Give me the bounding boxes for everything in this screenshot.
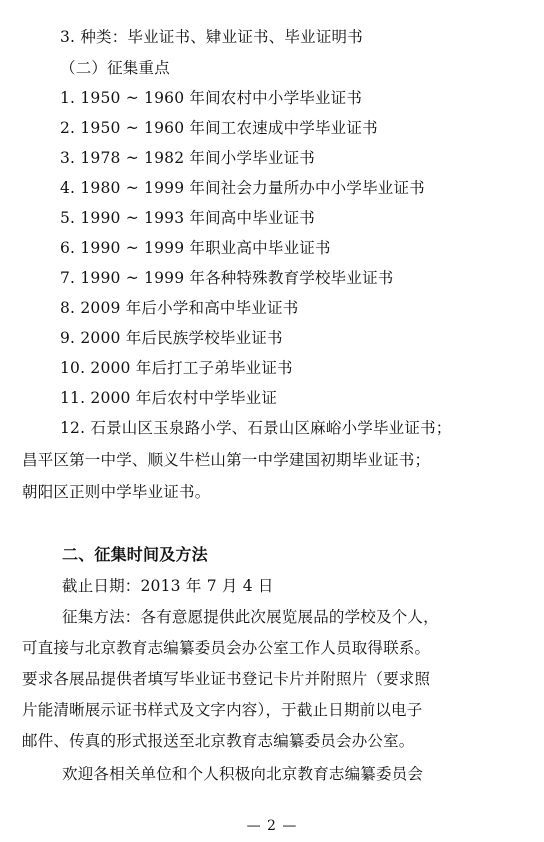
list-item: 12. 石景山区玉泉路小学、石景山区麻峪小学毕业证书； bbox=[60, 419, 452, 437]
page-number: — 2 — bbox=[246, 818, 298, 834]
list-item: 4. 1980 ~ 1999 年间社会力量所办中小学毕业证书 bbox=[60, 179, 425, 197]
list-item: 8. 2009 年后小学和高中毕业证书 bbox=[60, 299, 299, 317]
list-item: 3. 1978 ~ 1982 年间小学毕业证书 bbox=[60, 149, 315, 167]
list-item: 1. 1950 ~ 1960 年间农村中小学毕业证书 bbox=[60, 89, 363, 107]
list-item: 5. 1990 ~ 1993 年间高中毕业证书 bbox=[60, 209, 315, 227]
list-item-continuation: 朝阳区正则中学毕业证书。 bbox=[22, 483, 211, 501]
deadline-text: 截止日期：2013 年 7 月 4 日 bbox=[62, 577, 274, 595]
list-item: 9. 2000 年后民族学校毕业证书 bbox=[60, 329, 283, 347]
paragraph-line: 要求各展品提供者填写毕业证书登记卡片并附照片（要求照 bbox=[22, 670, 431, 688]
list-item: 11. 2000 年后农村中学毕业证 bbox=[60, 389, 278, 407]
paragraph-line: 征集方法：各有意愿提供此次展览展品的学校及个人， bbox=[62, 608, 439, 626]
list-item-continuation: 昌平区第一中学、顺义牛栏山第一中学建国初期毕业证书； bbox=[22, 451, 431, 469]
paragraph-line: 邮件、传真的形式报送至北京教育志编纂委员会办公室。 bbox=[22, 732, 415, 750]
list-item: 10. 2000 年后打工子弟毕业证书 bbox=[60, 359, 293, 377]
paragraph-line: 欢迎各相关单位和个人积极向北京教育志编纂委员会 bbox=[62, 765, 424, 783]
paragraph-line: 片能清晰展示证书样式及文字内容），于截止日期前以电子 bbox=[22, 701, 423, 719]
list-item: 6. 1990 ~ 1999 年职业高中毕业证书 bbox=[60, 239, 331, 257]
list-item: 7. 1990 ~ 1999 年各种特殊教育学校毕业证书 bbox=[60, 269, 394, 287]
section-subheading: （二）征集重点 bbox=[60, 59, 170, 77]
section-heading: 二、征集时间及方法 bbox=[62, 545, 208, 564]
text-line: 3. 种类：毕业证书、肄业证书、毕业证明书 bbox=[60, 28, 363, 46]
list-item: 2. 1950 ~ 1960 年间工农速成中学毕业证书 bbox=[60, 119, 378, 137]
paragraph-line: 可直接与北京教育志编纂委员会办公室工作人员取得联系。 bbox=[22, 639, 431, 657]
